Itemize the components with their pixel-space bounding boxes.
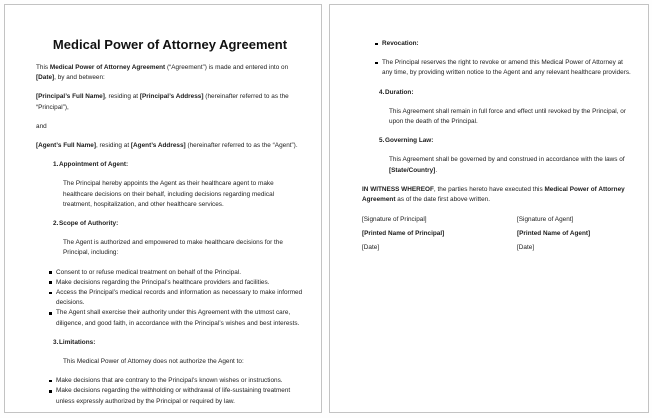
- agent-printed-name-line: [Printed Name of Agent]: [517, 229, 591, 237]
- intro-paragraph-agent: [Agent’s Full Name], residing at [Agent’s Address] (hereinafter referred to as the “Agent”).: [36, 142, 298, 150]
- intro-paragraph-principal: [Principal’s Full Name], residing at [Principal’s Address] (hereinafter referred to as the “Principal”),: [36, 93, 289, 111]
- item-5-number: 5.: [379, 137, 385, 145]
- document-title: Medical Power of Attorney Agreement: [52, 37, 288, 52]
- agent-signature-line: [Signature of Agent]: [517, 216, 574, 224]
- agent-date-line: [Date]: [517, 243, 535, 251]
- principal-date-line: [Date]: [362, 243, 380, 251]
- authority-bullet-list: [36, 268, 304, 329]
- item-3-body: This Medical Power of Attorney does not authorize the Agent to:: [63, 358, 244, 366]
- witness-paragraph: IN WITNESS WHEREOF, the parties hereto have executed this Medical Power of Attorney Agreement as of the date first above written.: [362, 185, 625, 204]
- item-3-heading: Limitations:: [59, 338, 96, 346]
- intro-paragraph-and: and: [36, 122, 47, 130]
- authority-bullet-1: Consent to or refuse medical treatment on behalf of the Principal.: [36, 268, 304, 278]
- authority-bullet-4: The Agent shall exercise their authority under this Agreement with the utmost care, diligence, and good faith, in accordance with the Principal’s wishes and best interests.: [36, 308, 304, 328]
- numbered-item-5: [362, 136, 633, 146]
- numbered-item-2: [36, 219, 304, 229]
- limitation-bullet-2: Make decisions regarding the withholding or withdrawal of life-sustaining treatment unless expressly authorized by the Principal or required by law.: [36, 386, 304, 406]
- numbered-item-3: [36, 338, 304, 348]
- item-3-number: 3.: [53, 338, 59, 346]
- item-1-body: The Principal hereby appoints the Agent as their healthcare agent to make healthcare decisions on their behalf, including decisions regarding medical treatment, hospitalization, and other healthcare services.: [63, 180, 275, 208]
- signature-row-signature: [362, 215, 633, 225]
- item-4-heading: Duration:: [385, 88, 414, 96]
- signature-row-date: [362, 243, 633, 253]
- authority-bullet-2: Make decisions regarding the Principal’s healthcare providers and facilities.: [36, 278, 304, 288]
- item-2-heading: Scope of Authority:: [59, 220, 119, 228]
- item-1-number: 1.: [53, 161, 59, 169]
- item-5-body: This Agreement shall be governed by and construed in accordance with the laws of [State/Country].: [389, 156, 625, 174]
- revocation-bullet-body: The Principal reserves the right to revoke or amend this Medical Power of Attorney at any time, by providing written notice to the Agent and any relevant healthcare providers.: [362, 58, 633, 78]
- limitation-bullet-1: Make decisions that are contrary to the Principal’s known wishes or instructions.: [36, 376, 304, 386]
- item-4-number: 4.: [379, 88, 385, 96]
- signature-block: [362, 215, 633, 253]
- revocation-bullet-heading: Revocation:: [362, 39, 633, 49]
- intro-paragraph-1: This Medical Power of Attorney Agreement (“Agreement”) is made and entered into on [Date], by and between:: [36, 64, 289, 82]
- numbered-item-1: [36, 160, 304, 170]
- signature-row-printed-name: [362, 229, 633, 239]
- page-2: [329, 4, 649, 413]
- item-1-heading: Appointment of Agent:: [59, 161, 129, 169]
- limitation-bullet-list: [36, 376, 304, 407]
- item-4-body: This Agreement shall remain in full force and effect until revoked by the Principal, or upon the death of the Principal.: [389, 107, 626, 126]
- revocation-bullet-list: [362, 39, 633, 79]
- item-5-heading: Governing Law:: [385, 137, 434, 145]
- authority-bullet-3: Access the Principal’s medical records and information as necessary to make informed decisions.: [36, 288, 304, 308]
- page-1: [4, 4, 322, 413]
- item-2-body: The Agent is authorized and empowered to make healthcare decisions for the Principal, including:: [63, 239, 283, 257]
- principal-signature-line: [Signature of Principal]: [362, 216, 427, 224]
- numbered-item-4: [362, 88, 633, 98]
- item-2-number: 2.: [53, 220, 59, 228]
- principal-printed-name-line: [Printed Name of Principal]: [362, 229, 445, 237]
